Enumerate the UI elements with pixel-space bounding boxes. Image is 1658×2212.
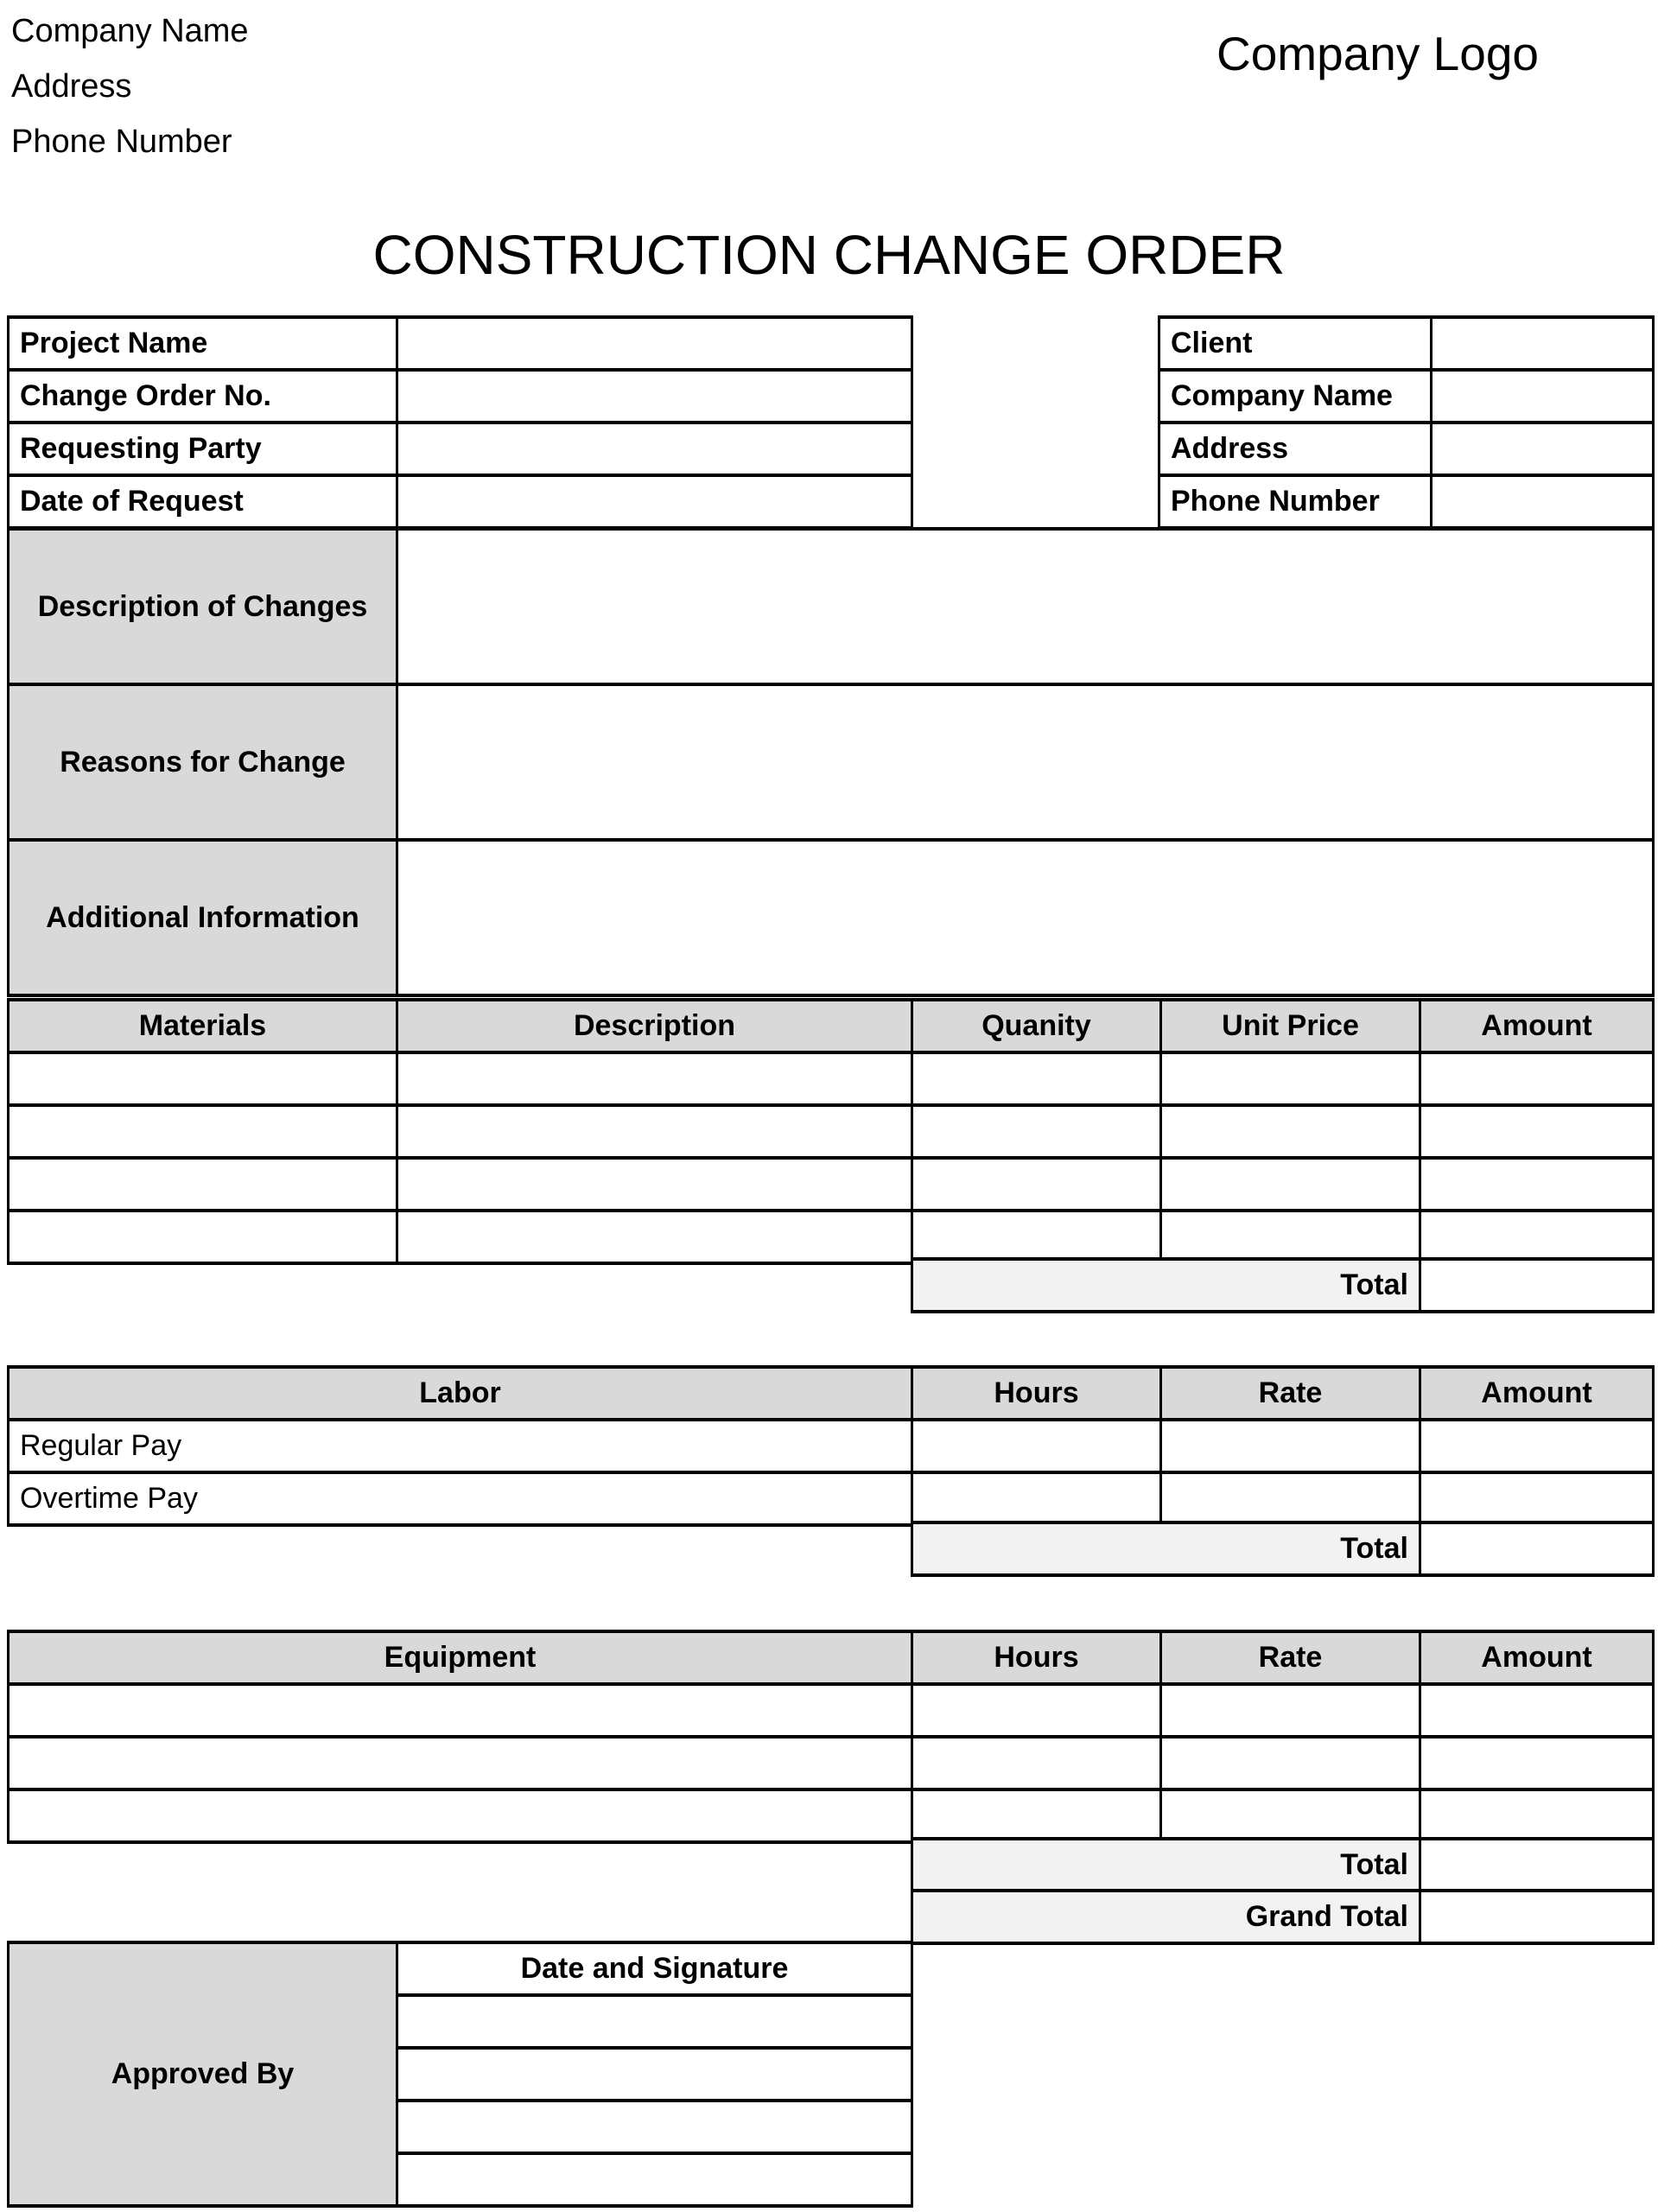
table-row (1159, 423, 1654, 475)
client-company-name-label: Company Name (1159, 370, 1432, 423)
equipment-table (7, 1630, 1655, 1844)
materials-table (7, 998, 1655, 1265)
letterhead-company-name: Company Name (11, 13, 249, 49)
signature-field[interactable] (397, 2048, 912, 2101)
signature-field[interactable] (397, 2153, 912, 2206)
materials-row (9, 1158, 1654, 1211)
overtime-pay-hours-field[interactable] (912, 1472, 1161, 1525)
company-logo-placeholder: Company Logo (1217, 27, 1540, 80)
requesting-party-field[interactable] (397, 423, 912, 475)
equipment-name-cell[interactable] (9, 1789, 912, 1842)
description-of-changes-label: Description of Changes (9, 529, 397, 684)
equipment-rate-cell[interactable] (1161, 1789, 1420, 1842)
regular-pay-hours-field[interactable] (912, 1420, 1161, 1472)
additional-information-field[interactable] (397, 840, 1654, 995)
labor-total-label: Total (912, 1522, 1420, 1575)
signature-field[interactable] (397, 1995, 912, 2048)
equipment-amount-cell[interactable] (1420, 1737, 1654, 1789)
client-phone-label: Phone Number (1159, 475, 1432, 528)
table-row (912, 1259, 1654, 1312)
equipment-header: Equipment (9, 1631, 912, 1684)
equipment-row (9, 1789, 1654, 1842)
description-of-changes-field[interactable] (397, 529, 1654, 684)
table-row (9, 423, 912, 475)
table-row (9, 1942, 912, 1995)
equipment-rate-cell[interactable] (1161, 1737, 1420, 1789)
materials-row (9, 1211, 1654, 1263)
overtime-pay-amount-field[interactable] (1420, 1472, 1654, 1525)
regular-pay-label: Regular Pay (9, 1420, 912, 1472)
grand-total-row (911, 1889, 1655, 1945)
equipment-total-amount-field[interactable] (1420, 1839, 1654, 1891)
materials-total-row (911, 1257, 1655, 1313)
project-name-field[interactable] (397, 317, 912, 370)
overtime-pay-rate-field[interactable] (1161, 1472, 1420, 1525)
grand-total-amount-field[interactable] (1420, 1891, 1654, 1943)
client-company-name-field[interactable] (1432, 370, 1654, 423)
materials-quantity-header: Quanity (912, 1000, 1161, 1052)
change-order-no-label: Change Order No. (9, 370, 397, 423)
client-address-field[interactable] (1432, 423, 1654, 475)
materials-header-row (9, 1000, 1654, 1052)
equipment-name-cell[interactable] (9, 1684, 912, 1737)
materials-cell[interactable] (9, 1052, 397, 1105)
labor-header: Labor (9, 1367, 912, 1420)
equipment-row (9, 1737, 1654, 1789)
equipment-header-row (9, 1631, 1654, 1684)
equipment-amount-cell[interactable] (1420, 1789, 1654, 1842)
equipment-row (9, 1684, 1654, 1737)
letterhead (11, 3, 249, 169)
labor-total-amount-field[interactable] (1420, 1522, 1654, 1575)
sections-table (7, 527, 1655, 997)
materials-cell[interactable] (9, 1211, 397, 1263)
table-row (9, 840, 1654, 995)
table-row (9, 475, 912, 528)
amount-cell[interactable] (1420, 1158, 1654, 1211)
equipment-total-row (911, 1837, 1655, 1893)
equipment-hours-header: Hours (912, 1631, 1161, 1684)
unit-price-cell[interactable] (1161, 1105, 1420, 1158)
table-row (9, 317, 912, 370)
materials-total-amount-field[interactable] (1420, 1259, 1654, 1312)
approval-table (7, 1941, 913, 2208)
page-title: CONSTRUCTION CHANGE ORDER (372, 224, 1286, 286)
amount-cell[interactable] (1420, 1052, 1654, 1105)
unit-price-cell[interactable] (1161, 1052, 1420, 1105)
date-of-request-field[interactable] (397, 475, 912, 528)
client-label: Client (1159, 317, 1432, 370)
quantity-cell[interactable] (912, 1211, 1161, 1263)
labor-hours-header: Hours (912, 1367, 1161, 1420)
description-cell[interactable] (397, 1105, 912, 1158)
equipment-hours-cell[interactable] (912, 1737, 1161, 1789)
labor-header-row (9, 1367, 1654, 1420)
amount-cell[interactable] (1420, 1211, 1654, 1263)
materials-row (9, 1052, 1654, 1105)
signature-field[interactable] (397, 2101, 912, 2153)
table-row (912, 1522, 1654, 1575)
materials-amount-header: Amount (1420, 1000, 1654, 1052)
requesting-party-label: Requesting Party (9, 423, 397, 475)
equipment-name-cell[interactable] (9, 1737, 912, 1789)
materials-total-label: Total (912, 1259, 1420, 1312)
labor-table (7, 1365, 1655, 1527)
quantity-cell[interactable] (912, 1052, 1161, 1105)
labor-rate-header: Rate (1161, 1367, 1420, 1420)
client-info-table (1158, 315, 1655, 530)
quantity-cell[interactable] (912, 1105, 1161, 1158)
description-cell[interactable] (397, 1052, 912, 1105)
date-of-request-label: Date of Request (9, 475, 397, 528)
regular-pay-rate-field[interactable] (1161, 1420, 1420, 1472)
table-row (1159, 317, 1654, 370)
labor-total-row (911, 1521, 1655, 1577)
additional-information-label: Additional Information (9, 840, 397, 995)
materials-row (9, 1105, 1654, 1158)
client-address-label: Address (1159, 423, 1432, 475)
description-cell[interactable] (397, 1211, 912, 1263)
overtime-pay-label: Overtime Pay (9, 1472, 912, 1525)
client-phone-field[interactable] (1432, 475, 1654, 528)
materials-cell[interactable] (9, 1105, 397, 1158)
equipment-hours-cell[interactable] (912, 1789, 1161, 1842)
materials-header: Materials (9, 1000, 397, 1052)
labor-row (9, 1420, 1654, 1472)
equipment-amount-header: Amount (1420, 1631, 1654, 1684)
regular-pay-amount-field[interactable] (1420, 1420, 1654, 1472)
materials-description-header: Description (397, 1000, 912, 1052)
table-row (1159, 370, 1654, 423)
table-row (9, 529, 1654, 684)
letterhead-address: Address (11, 68, 132, 105)
labor-amount-header: Amount (1420, 1367, 1654, 1420)
unit-price-cell[interactable] (1161, 1158, 1420, 1211)
reasons-for-change-field[interactable] (397, 684, 1654, 840)
equipment-total-label: Total (912, 1839, 1420, 1891)
table-row (9, 370, 912, 423)
project-name-label: Project Name (9, 317, 397, 370)
equipment-amount-cell[interactable] (1420, 1684, 1654, 1737)
unit-price-cell[interactable] (1161, 1211, 1420, 1263)
equipment-hours-cell[interactable] (912, 1684, 1161, 1737)
labor-row (9, 1472, 1654, 1525)
approved-by-label: Approved By (9, 1942, 397, 2206)
table-row (9, 684, 1654, 840)
reasons-for-change-label: Reasons for Change (9, 684, 397, 840)
letterhead-phone: Phone Number (11, 124, 232, 160)
order-info-table (7, 315, 913, 530)
change-order-no-field[interactable] (397, 370, 912, 423)
table-row (1159, 475, 1654, 528)
materials-cell[interactable] (9, 1158, 397, 1211)
description-cell[interactable] (397, 1158, 912, 1211)
quantity-cell[interactable] (912, 1158, 1161, 1211)
date-and-signature-header: Date and Signature (397, 1942, 912, 1995)
table-row (912, 1891, 1654, 1943)
materials-unit-price-header: Unit Price (1161, 1000, 1420, 1052)
equipment-rate-header: Rate (1161, 1631, 1420, 1684)
amount-cell[interactable] (1420, 1105, 1654, 1158)
grand-total-label: Grand Total (912, 1891, 1420, 1943)
table-row (912, 1839, 1654, 1891)
equipment-rate-cell[interactable] (1161, 1684, 1420, 1737)
client-field[interactable] (1432, 317, 1654, 370)
